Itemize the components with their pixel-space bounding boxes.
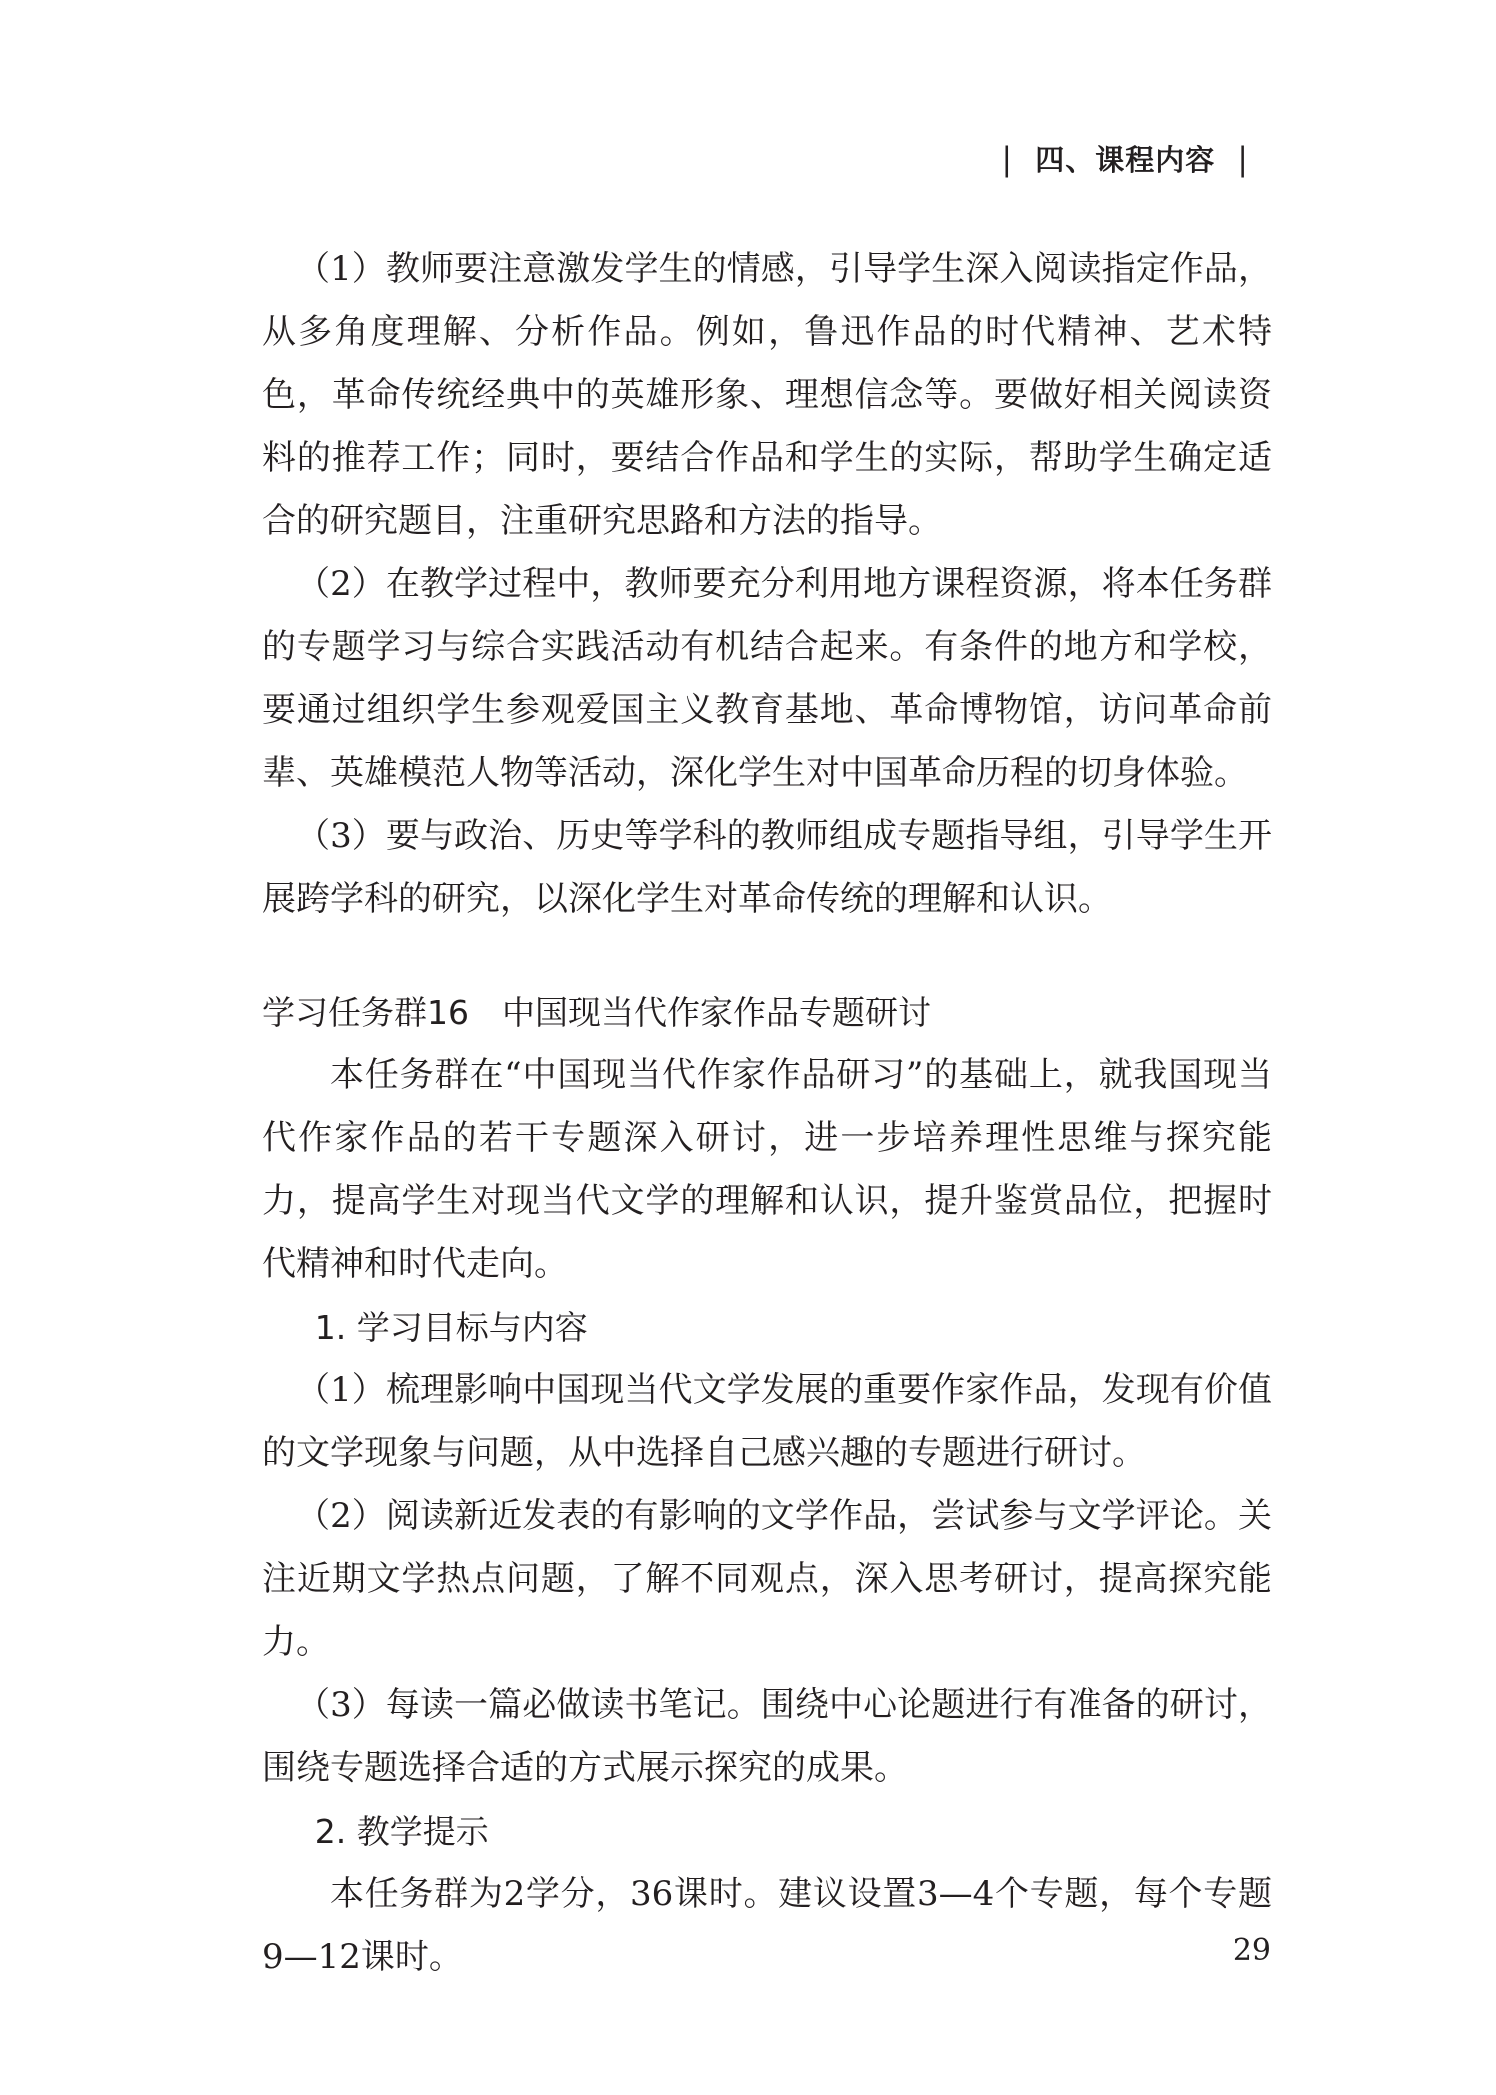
paragraph-1: （1）教师要注意激发学生的情感，引导学生深入阅读指定作品，从多角度理解、分析作品。例如，鲁迅作品的时代精神、艺术特色，革命传统经典中的英雄形象、理想信念等。要做好相关阅读资料的推荐工作；同时，要结合作品和学生的实际，帮助学生确定适合的研究题目，注重研究思路和方法的指导。 <box>262 249 1272 541</box>
section-1-heading: 1. 学习目标与内容 <box>314 1308 588 1347</box>
header-divider-left: | <box>1001 139 1014 178</box>
section-2-paragraph: 本任务群为2学分，36课时。建议设置3—4个专题，每个专题9—12课时。 <box>262 1874 1272 1977</box>
section-2-heading: 2. 教学提示 <box>314 1812 489 1851</box>
task-group-intro: 本任务群在“中国现当代作家作品研习”的基础上，就我国现当代作家作品的若干专题深入研讨，进一步培养理性思维与探究能力，提高学生对现当代文学的理解和认识，提升鉴赏品位，把握时代精神和时代走向。 <box>262 1055 1272 1284</box>
paragraph-2: （2）在教学过程中，教师要充分利用地方课程资源，将本任务群的专题学习与综合实践活动有机结合起来。有条件的地方和学校，要通过组织学生参观爱国主义教育基地、革命博物馆，访问革命前辈、英雄模范人物等活动，深化学生对中国革命历程的切身体验。 <box>262 564 1272 793</box>
section-1-item-1: （1）梳理影响中国现当代文学发展的重要作家作品，发现有价值的文学现象与问题，从中选择自己感兴趣的专题进行研讨。 <box>262 1370 1272 1473</box>
task-group-title: 学习任务群16 中国现当代作家作品专题研讨 <box>262 993 931 1032</box>
page-body <box>262 238 1272 1989</box>
section-1-item-2: （2）阅读新近发表的有影响的文学作品，尝试参与文学评论。关注近期文学热点问题，了解不同观点，深入思考研讨，提高探究能力。 <box>262 1496 1272 1662</box>
running-header <box>979 138 1271 179</box>
page-number: 29 <box>1232 1933 1271 1968</box>
header-divider-right: | <box>1237 139 1249 178</box>
paragraph-3: （3）要与政治、历史等学科的教师组成专题指导组，引导学生开展跨学科的研究，以深化学生对革命传统的理解和认识。 <box>262 816 1272 919</box>
section-1-item-3: （3）每读一篇必做读书笔记。围绕中心论题进行有准备的研讨，围绕专题选择合适的方式展示探究的成果。 <box>262 1685 1272 1788</box>
header-section-title: 四、课程内容 <box>1035 143 1216 177</box>
